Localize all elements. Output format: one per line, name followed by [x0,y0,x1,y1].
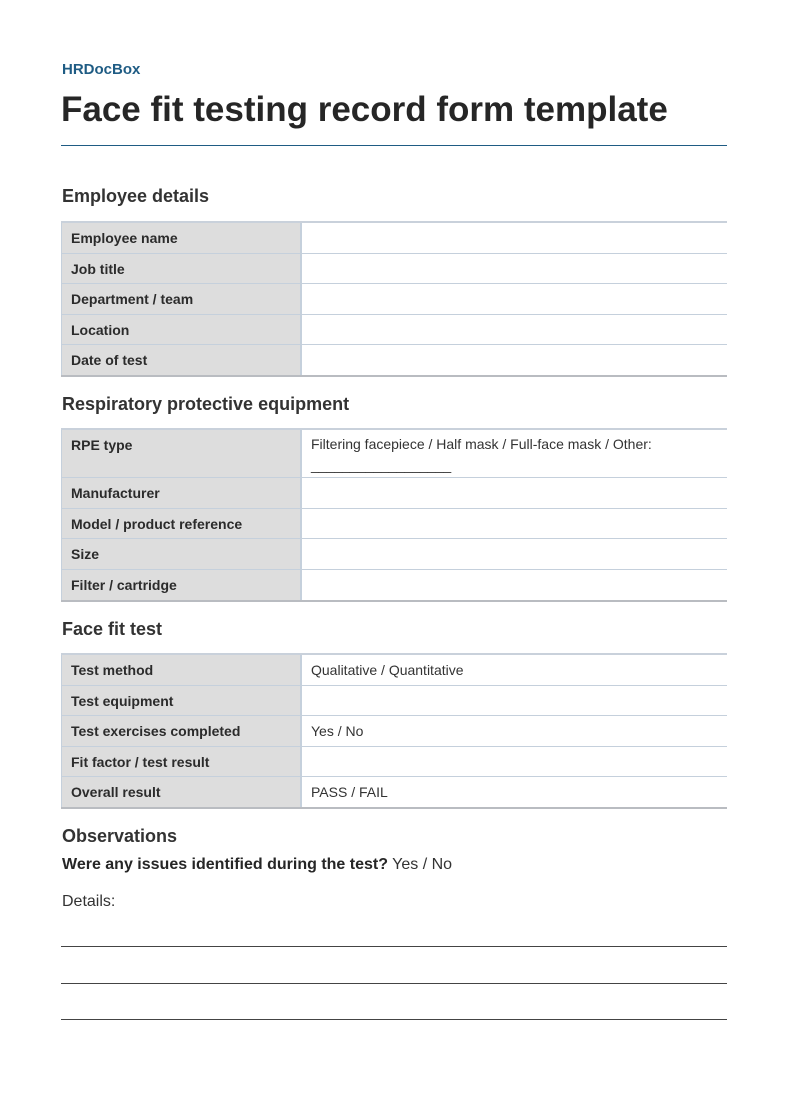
table-row-job-title [61,254,727,284]
table-row-test-equipment [61,686,727,716]
title-divider [61,145,727,146]
table-row-size [61,539,727,570]
rpe-type-options: Filtering facepiece / Half mask / Full-face mask / Other: [311,436,652,452]
row-label: Fit factor / test result [61,747,302,776]
issues-answer-options[interactable]: Yes / No [388,856,453,873]
issues-question-text: Were any issues identified during the test? [62,856,388,873]
test-method-field[interactable]: Qualitative / Quantitative [311,662,464,678]
face-fit-test-table [61,653,727,809]
table-row-date-of-test [61,345,727,375]
row-label: Location [61,315,302,344]
row-label: Department / team [61,284,302,314]
section-heading-employee: Employee details [62,186,210,206]
table-row-department [61,284,727,315]
table-row-fit-factor [61,747,727,777]
row-label: Date of test [61,345,302,375]
details-write-line-2[interactable] [61,983,727,984]
details-write-line-3[interactable] [61,1019,727,1020]
row-label: Test exercises completed [61,716,302,746]
rpe-type-other-blank: __________________ [311,457,452,473]
details-label: Details: [62,893,116,910]
section-heading-observations: Observations [62,826,178,846]
table-row-employee-name [61,223,727,254]
row-label: Job title [61,254,302,283]
rpe-table [61,428,727,602]
manufacturer-field[interactable] [302,478,727,508]
table-row-overall-result [61,777,727,807]
row-label: Manufacturer [61,478,302,508]
row-label: Model / product reference [61,509,302,538]
details-write-line-1[interactable] [61,946,727,947]
department-field[interactable] [302,284,727,314]
employee-name-field[interactable] [302,223,727,253]
employee-details-table [61,221,727,377]
overall-result-field[interactable]: PASS / FAIL [311,784,388,800]
table-row-location [61,315,727,345]
rpe-type-field[interactable] [302,430,727,477]
test-equipment-field[interactable] [302,686,727,715]
filter-field[interactable] [302,570,727,600]
table-row-test-method [61,655,727,686]
test-exercises-field[interactable]: Yes / No [311,723,364,739]
issues-question [62,856,452,874]
location-field[interactable] [302,315,727,344]
job-title-field[interactable] [302,254,727,283]
table-row-filter [61,570,727,600]
date-of-test-field[interactable] [302,345,727,375]
brand-name: HRDocBox [62,61,141,78]
table-row-test-exercises [61,716,727,747]
section-heading-face-fit: Face fit test [62,619,163,639]
row-label: Filter / cartridge [61,570,302,600]
row-label: Overall result [61,777,302,807]
table-row-rpe-type [61,430,727,478]
row-label: Size [61,539,302,569]
table-row-model [61,509,727,539]
page-title: Face fit testing record form template [61,90,668,129]
row-label: Test method [61,655,302,685]
fit-factor-field[interactable] [302,747,727,776]
row-label: Test equipment [61,686,302,715]
row-label: RPE type [61,430,302,477]
row-label: Employee name [61,223,302,253]
table-row-manufacturer [61,478,727,509]
section-heading-rpe: Respiratory protective equipment [62,394,350,414]
size-field[interactable] [302,539,727,569]
model-field[interactable] [302,509,727,538]
